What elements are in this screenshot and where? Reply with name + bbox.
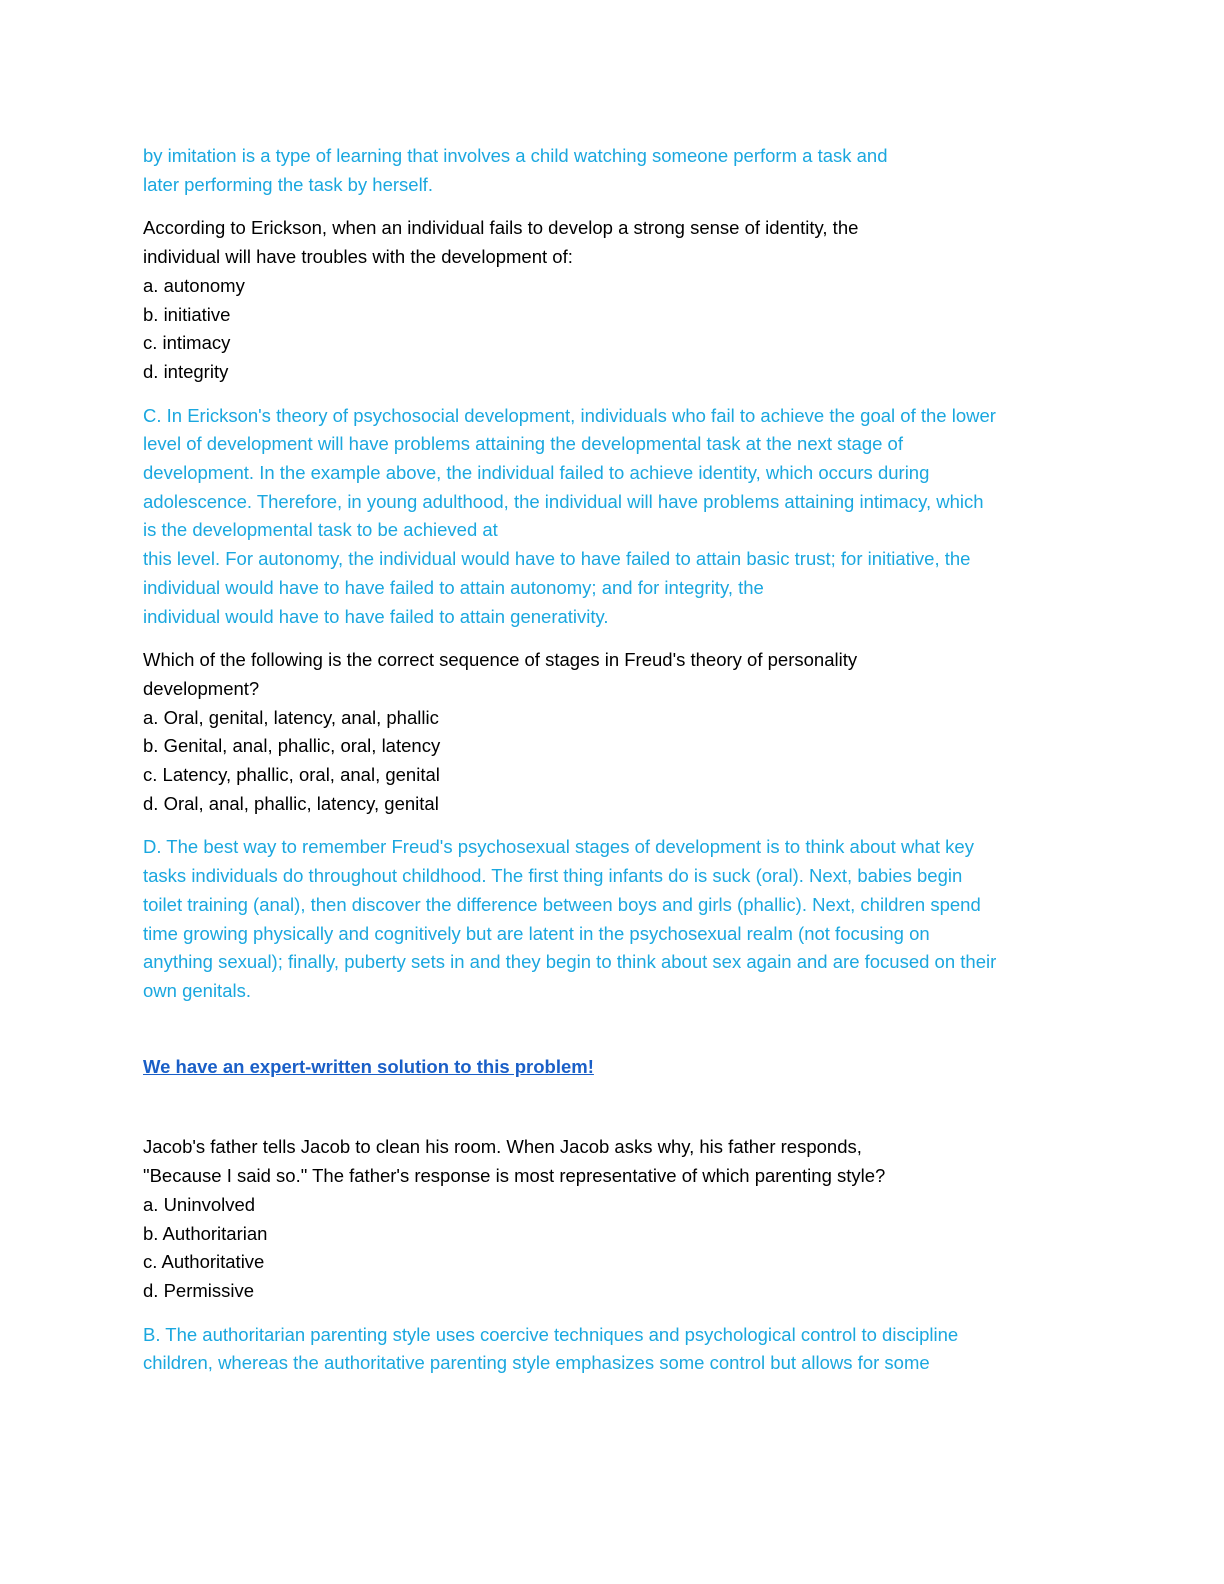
answer-explanation xyxy=(143,142,1083,199)
explanation-line: time growing physically and cognitively but are latent in the psychosexual realm (not focusing on xyxy=(143,922,930,944)
question-text-line: Which of the following is the correct sequence of stages in Freud's theory of personality xyxy=(143,649,858,671)
explanation-line: D. The best way to remember Freud's psychosexual stages of development is to think about what key xyxy=(143,836,974,858)
question-text-line: development? xyxy=(143,677,260,699)
answer-option: a. Uninvolved xyxy=(143,1193,256,1215)
answer-option: b. Genital, anal, phallic, oral, latency xyxy=(143,735,441,757)
explanation-line: tasks individuals do throughout childhood. The first thing infants do is suck (oral). Next, babies begin xyxy=(143,865,963,887)
answer-option: b. initiative xyxy=(143,303,231,325)
question-text-line: Jacob's father tells Jacob to clean his room. When Jacob asks why, his father responds, xyxy=(143,1136,862,1158)
explanation-line: adolescence. Therefore, in young adulthood, the individual will have problems attaining intimacy, which xyxy=(143,490,984,512)
explanation-line: toilet training (anal), then discover the difference between boys and girls (phallic). Next, children spend xyxy=(143,893,981,915)
question-text-line: "Because I said so." The father's response is most representative of which parenting style? xyxy=(143,1165,886,1187)
content-after-link xyxy=(143,1133,1083,1378)
answer-option: a. autonomy xyxy=(143,274,245,296)
answer-option: d. Oral, anal, phallic, latency, genital xyxy=(143,792,439,814)
content-before-link xyxy=(143,142,1083,1006)
explanation-line: individual would have to have failed to attain generativity. xyxy=(143,605,609,627)
answer-option: c. intimacy xyxy=(143,332,231,354)
explanation-line: anything sexual); finally, puberty sets in and they begin to think about sex again and are focused on their xyxy=(143,951,997,973)
expert-solution-link-container xyxy=(143,1053,1083,1082)
question-text-line: According to Erickson, when an individual fails to develop a strong sense of identity, the xyxy=(143,217,859,239)
explanation-line: development. In the example above, the individual failed to achieve identity, which occurs during xyxy=(143,462,930,484)
answer-option: d. Permissive xyxy=(143,1279,255,1301)
explanation-line: level of development will have problems attaining the developmental task at the next stage of xyxy=(143,433,903,455)
answer-explanation xyxy=(143,402,1083,632)
expert-solution-link[interactable]: We have an expert-written solution to this problem! xyxy=(143,1055,594,1077)
question-block xyxy=(143,214,1083,386)
answer-option: c. Latency, phallic, oral, anal, genital xyxy=(143,764,440,786)
question-block xyxy=(143,1133,1083,1305)
explanation-line: B. The authoritarian parenting style uses coercive techniques and psychological control to discipline xyxy=(143,1323,959,1345)
explanation-line: individual would have to have failed to attain autonomy; and for integrity, the xyxy=(143,576,764,598)
explanation-line: own genitals. xyxy=(143,979,251,1001)
answer-option: a. Oral, genital, latency, anal, phallic xyxy=(143,706,439,728)
answer-option: b. Authoritarian xyxy=(143,1222,268,1244)
document-page xyxy=(143,142,1083,1393)
explanation-line: this level. For autonomy, the individual would have to have failed to attain basic trust; for initiative, the xyxy=(143,548,971,570)
explanation-line: is the developmental task to be achieved at xyxy=(143,519,498,541)
explanation-line: C. In Erickson's theory of psychosocial development, individuals who fail to achieve the goal of the lower xyxy=(143,404,996,426)
explanation-line: later performing the task by herself. xyxy=(143,173,433,195)
answer-explanation xyxy=(143,1321,1083,1378)
answer-explanation xyxy=(143,833,1083,1005)
answer-option: d. integrity xyxy=(143,360,229,382)
explanation-line: children, whereas the authoritative parenting style emphasizes some control but allows for some xyxy=(143,1352,930,1374)
answer-option: c. Authoritative xyxy=(143,1251,265,1273)
question-text-line: individual will have troubles with the development of: xyxy=(143,246,573,268)
explanation-line: by imitation is a type of learning that involves a child watching someone perform a task and xyxy=(143,145,888,166)
question-block xyxy=(143,646,1083,818)
